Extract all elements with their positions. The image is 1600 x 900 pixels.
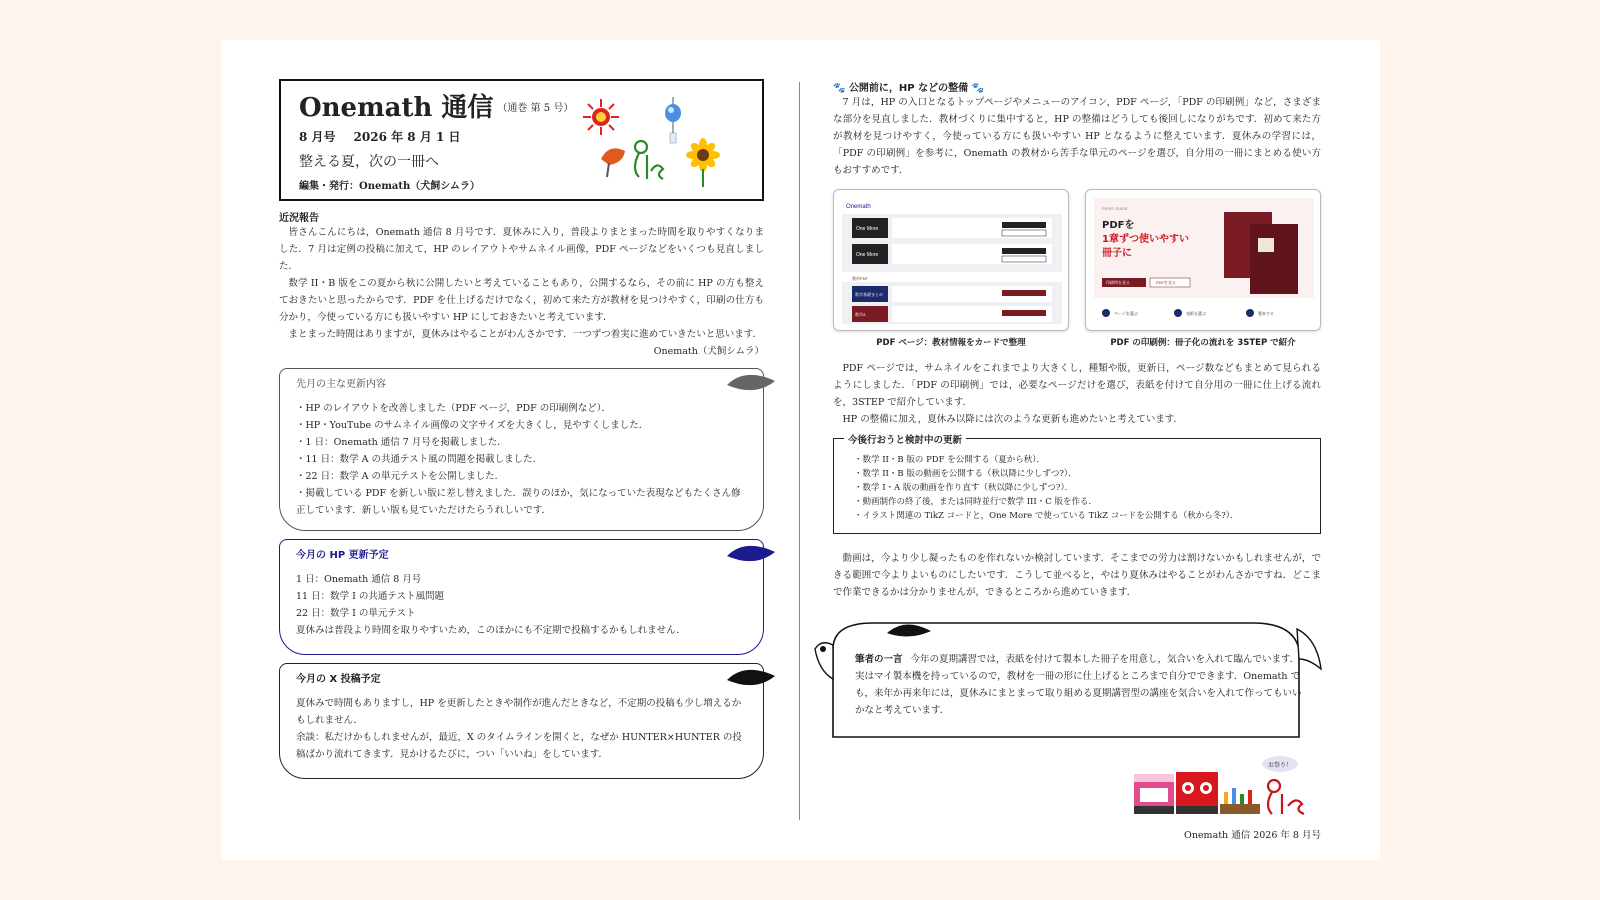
list-item: ・1 日：Onemath 通信 7 月号を掲載しました． (296, 437, 507, 448)
sunflower-icon (686, 138, 720, 187)
mockup-section-label: 教材PDF (852, 276, 868, 281)
report-signature: Onemath（犬飼シムラ） (653, 346, 764, 357)
video-paragraph: 動画は，今より少し凝ったものを作れないか検討しています．そこまでの労力は割けないかもしれませんが，できる範囲で今よりよいものにしたいです．こうして並べると，やはり夏休みはやることがわんさかですね．どこまで作業できるかは分かりませんが，できるところから進めていきます． (833, 553, 1321, 598)
festival-stall-icon (1134, 774, 1174, 814)
pdf-page-paragraph: PDF ページでは，サムネイルをこれまでより大きくし，種類や版，更新日，ページ数などもまとめて見られるようにしました．「PDF の印刷例」では，必要なページだけを選び，表紙を付けて自分用の一冊に仕上げる流れを，3STEP で紹介しています． (833, 363, 1321, 408)
mockup-step: 表紙を選ぶ (1186, 311, 1206, 316)
volume-number: （通巻 第 5 号） (497, 103, 574, 114)
hp-section-heading: 🐾 公開前に，HP などの整備 🐾 (833, 83, 985, 94)
pdf-page-thumbnail (833, 189, 1069, 331)
mockup-headline-3: 冊子に (1102, 248, 1132, 259)
mockup-step: 製本する (1258, 311, 1274, 316)
list-item: 22 日：数学 I の単元テスト (296, 608, 416, 619)
column-divider (799, 82, 800, 820)
paw-icon: 🐾 (833, 83, 846, 94)
print-example-mockup (1094, 198, 1314, 324)
masthead-title: Onemath 通信 （通巻 第 5 号） (299, 93, 574, 123)
last-month-title: 先月の主な更新内容 (296, 379, 386, 390)
paw-icon: 🐾 (971, 83, 985, 94)
mockup-kicker: PRINT GUIDE (1102, 206, 1128, 211)
issue-date: 2026 年 8 月 1 日 (353, 130, 461, 144)
last-month-updates-box (279, 368, 764, 531)
onemath-mascot-icon (1268, 780, 1304, 814)
list-item: ・数学 I・A 版の動画を作り直す（秋以降に少しずつ?）． (854, 483, 1074, 493)
list-item: ・数学 II・B 版の動画を公開する（秋以降に少しずつ?）． (854, 469, 1077, 479)
list-item: 1 日：Onemath 通信 8 月号 (296, 574, 422, 585)
speech-bubble (1262, 756, 1298, 772)
leaf-icon (725, 369, 777, 395)
mockup-headline-2: 1章ずつ使いやすい (1102, 234, 1189, 245)
future-plans-title: 今後行おうと検討中の更新 (844, 432, 966, 446)
pdf-page-screenshot (833, 189, 1069, 348)
issue-month: 8 月号 (299, 130, 336, 144)
list-item: ・HP・YouTube のサムネイル画像の文字サイズを大きくし，見やすくしました． (296, 420, 649, 431)
mockup-headline-1: PDFを (1102, 220, 1135, 231)
uchiwa-fan-icon (601, 148, 625, 177)
list-item: 余談：私だけかもしれませんが，最近，X のタイムラインを開くと，なぜか HUNTER×HUNTER の投稿ばかり流れてきます．見かけるたびに，つい「いいね」をしています． (296, 732, 742, 760)
x-schedule-title: 今月の X 投稿予定 (296, 674, 381, 685)
pdf-page-mockup (842, 198, 1062, 324)
leaf-icon (725, 664, 777, 690)
mockup-card-label: 数学A (855, 312, 866, 317)
editor-credit: 編集・発行：Onemath（犬飼シムラ） (299, 181, 480, 192)
mockup-step: ページを選ぶ (1114, 311, 1138, 316)
list-item: ・イラスト関連の TikZ コードと，One More で使っている TikZ コードを公開する（秋から冬?）． (854, 511, 1239, 521)
print-example-screenshot (1085, 189, 1321, 348)
list-item: 夏休みは普段より時間を取りやすいため，このほかにも不定期で投稿するかもしれません． (296, 625, 686, 636)
hp-section-paragraph: 7 月は，HP の入口となるトップページやメニューのアイコン，PDF ページ，「PDF の印刷例」など，さまざまな部分を見直しました．教材づくりに集中すると，HP の整備はどうしても後回しになりがちです．初めて来た方が教材を見つけやすく，今使っている方にも扱いやすい HP となるように整えています．夏休みの学習には，「PDF の印刷例」を参考に，Onemath の教材から苦手な単元のページを選び，自分用の一冊にまとめる使い方もおすすめです． (833, 97, 1321, 176)
bubble-text: お祭り！ (1268, 762, 1293, 769)
onemath-mascot-icon (635, 141, 663, 179)
comment-label: 筆者の一言 (855, 654, 903, 665)
tagline: 整える夏，次の一冊へ (299, 154, 439, 170)
x-schedule-box (279, 663, 764, 779)
print-example-caption: PDF の印刷例：冊子化の流れを 3STEP で紹介 (1110, 338, 1296, 348)
pdf-page-caption: PDF ページ：教材情報をカードで整理 (876, 338, 1026, 348)
festival-illustration (1134, 754, 1324, 816)
mockup-button: 印刷例を見る (1106, 280, 1130, 285)
list-item: ・掲載している PDF を新しい版に差し替えました．誤りのほか，気になっていた表現などもたくさん修正しています．新しい版も見ていただけたらうれしいです． (296, 488, 741, 516)
leaf-icon (887, 624, 931, 636)
pdf-page-paragraph: HP の整備に加え，夏休み以降には次のような更新も進めたいと考えています． (842, 414, 1184, 425)
print-example-thumbnail (1085, 189, 1321, 331)
leaf-icon (725, 540, 777, 566)
left-column (279, 79, 764, 779)
list-item: ・11 日：数学 A の共通テスト風の問題を掲載しました． (296, 454, 543, 465)
report-heading: 近況報告 (279, 213, 319, 224)
mockup-card-label: One More (856, 252, 879, 258)
report-paragraph: まとまった時間はありますが，夏休みはやることがわんさかです．一つずつ着実に進めていきたいと思います． (288, 329, 762, 340)
mockup-logo: Onemath (846, 204, 871, 210)
footer-note: Onemath 通信 2026 年 8 月号 (1184, 830, 1321, 841)
author-comment-text: 筆者の一言 今年の夏期講習では，表紙を付けて製本した冊子を用意し，気合いを入れて臨んでいます．実はマイ製本機を持っているので，教材を一冊の形に仕上げるところまで自分でできます．Onemath でも，来年か再来年には，夏休みにまとまって取り組める夏期講習型の講座を気合いを入れて作ってもいいかなと考えています． (855, 654, 1302, 716)
future-plans-box (833, 435, 1321, 534)
prize-shelf-icon (1220, 788, 1260, 814)
list-item: ・動画制作の終了後，または同時並行で数学 III・C 版を作る． (854, 497, 1097, 507)
summer-illustration (581, 97, 721, 187)
mockup-button: PDFを見る (1156, 280, 1176, 285)
hp-schedule-title: 今月の HP 更新予定 (296, 550, 389, 561)
author-comment-box (833, 619, 1321, 733)
list-item: ・HP のレイアウトを改善しました（PDF ページ，PDF の印刷例など）． (296, 403, 611, 414)
list-item: ・数学 II・B 版の PDF を公開する（夏から秋）． (854, 455, 1045, 465)
right-column (833, 79, 1321, 733)
wind-chime-icon (665, 97, 681, 143)
list-item: 夏休みで時間もありますし，HP を更新したときや制作が進んだときなど，不定期の投稿も少し増えるかもしれません． (296, 698, 742, 726)
mockup-card-label: 数学基礎まとめ (855, 292, 883, 297)
report-paragraph: 数学 II・B 版をこの夏から秋に公開したいと考えていることもあり，公開するなら，その前に HP の方も整えておきたいと思ったからです．PDF を仕上げるだけでなく，初めて来た方が教材を見つけやすく，印刷の仕方も分かり，今使っている方にも扱いやすい HP にしておきたいと考えています． (279, 278, 764, 323)
report-paragraph: 皆さんこんにちは，Onemath 通信 8 月号です．夏休みに入り，普段よりまとまった時間を取りやすくなりました．7 月は定例の投稿に加えて，HP のレイアウトやサムネイル画像，PDF ページなどをいくつも見直しました． (279, 227, 764, 272)
list-item: ・22 日：数学 A の単元テストを公開しました． (296, 471, 505, 482)
list-item: 11 日：数学 I の共通テスト風問題 (296, 591, 445, 602)
screenshot-row (833, 189, 1321, 348)
sun-icon (583, 99, 619, 135)
hp-schedule-box (279, 539, 764, 655)
masthead (279, 79, 764, 201)
mockup-card-label: One More (856, 226, 879, 232)
target-game-stall-icon (1176, 772, 1218, 814)
